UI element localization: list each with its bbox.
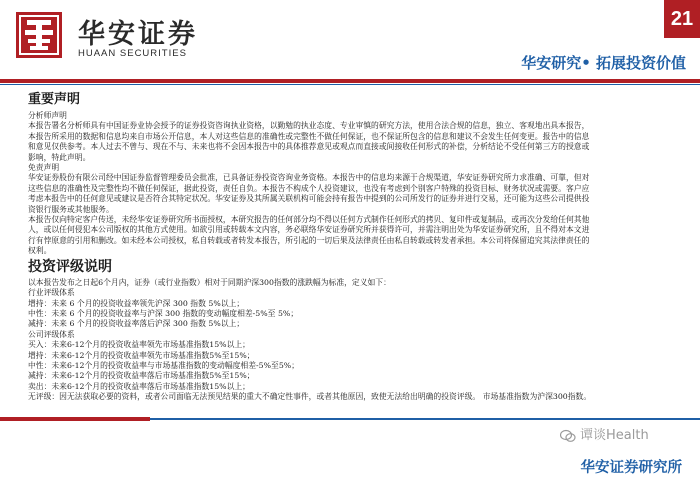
footer-divider-red (0, 417, 150, 421)
text-line: 这些信息的准确性及完整性均不做任何保证，据此投资，责任自负。本报告不构成个人投资建议，也没有考虑到个别客户特殊的投资目标、财务状况或需要。客户应 (28, 183, 590, 193)
text-line: 和意见仅供参考。本人过去不曾与、现在不与、未来也将不会因本报告中的具体推荐意见或观点而直接或间接收任何形式的补偿，分析结论不受任何第三方的授意或 (28, 142, 590, 152)
document-body (28, 92, 680, 403)
text-line: 考虑本报告中的任何意见或建议是否符合其特定状况。华安证券及其所属关联机构可能会持有报告中提到的公司所发行的证券并进行交易，还可能为这些公司提供投 (28, 194, 590, 204)
text-line: 中性：未来6-12个月的投资收益率与市场基准指数的变动幅度相差-5%至5%； (28, 360, 299, 370)
page-number: 21 (664, 0, 700, 38)
text-line: 本报告署名分析师具有中国证券业协会授予的证券投资咨询执业资格，以勤勉的执业态度、专业审慎的研究方法，使用合法合规的信息，独立、客观地出具本报告， (28, 121, 590, 131)
header-slogan: 华安研究• 拓展投资价值 (521, 54, 686, 72)
text-line: 买入：未来6-12个月的投资收益率领先市场基准指数15%以上； (28, 340, 250, 350)
text-line: 资银行服务或其他服务。 (28, 204, 114, 214)
text-line: 权利。 (28, 246, 52, 256)
section-title-disclaimer: 重要声明 (28, 92, 81, 107)
logo-english-name: HUAAN SECURITIES (78, 48, 187, 59)
text-line: 本报告所采用的数据和信息均来自市场公开信息，本人对这些信息的准确性或完整性不做任何保证，也不保证所包含的信息和建议不会发生任何变更。报告中的信息 (28, 131, 590, 141)
footer-brand: 华安证券研究所 (580, 460, 682, 476)
watermark (560, 424, 649, 443)
header-divider (0, 79, 700, 83)
text-line: 增持：未来6-12个月的投资收益率领先市场基准指数5%至15%； (28, 350, 255, 360)
text-line: 本报告仅向特定客户传送，未经华安证券研究所书面授权，本研究报告的任何部分均不得以任何方式制作任何形式的拷贝、复印件或复制品，或再次分发给任何其他 (28, 215, 590, 225)
text-line: 影响，特此声明。 (28, 152, 91, 162)
text-line: 增持：未来 6 个月的投资收益率领先沪深 300 指数 5%以上； (28, 298, 245, 308)
text-line: 无评级：因无法获取必要的资料，或者公司面临无法预见结果的重大不确定性事件，或者其他原因，致使无法给出明确的投资评级。 市场基准指数为沪深300指数。 (28, 392, 592, 402)
text-line: 华安证券股份有限公司经中国证券监督管理委员会批准，已具备证券投资咨询业务资格。本报告中的信息均来源于合规渠道，华安证券研究所力求准确、可靠，但对 (28, 173, 590, 183)
text-line: 减持：未来6-12个月的投资收益率落后市场基准指数5%至15%； (28, 371, 255, 381)
section-title-rating: 投资评级说明 (28, 258, 112, 275)
text-line: 分析师声明 (28, 111, 67, 120)
text-line: 中性：未来 6 个月的投资收益率与沪深 300 指数的变动幅度相差-5%至 5%； (28, 308, 299, 318)
wechat-icon (560, 429, 576, 443)
text-line: 以本报告发布之日起6个月内，证券（或行业指数）相对于同期沪深300指数的涨跌幅为标准，定义如下： (28, 277, 391, 287)
text-line: 公司评级体系 (28, 329, 75, 339)
text-line: 免责声明 (28, 163, 60, 173)
text-line: 减持：未来 6 个月的投资收益率落后沪深 300 指数 5%以上； (28, 319, 245, 329)
logo-chinese-name: 华安证券 (78, 19, 198, 50)
text-line: 行有悖原意的引用和删改。如未经本公司授权，私自转载或者转发本报告，所引起的一切后果及法律责任由私自转载或转发者承担。本公司将保留追究其法律责任的 (28, 235, 590, 245)
text-line: 卖出：未来6-12个月的投资收益率落后市场基准指数15%以上； (28, 381, 250, 391)
header-divider-blue (0, 84, 700, 85)
text-line: 行业评级体系 (28, 288, 75, 298)
watermark-text: 谭谈Health (580, 428, 649, 443)
company-logo (14, 10, 214, 68)
footer-divider (150, 418, 700, 420)
text-line: 人，或以任何侵犯本公司版权的其他方式使用。如欲引用或转载本文内容，务必联络华安证券研究所并获得许可，并需注明出处为华安证券研究所，且不得对本文进 (28, 225, 590, 235)
huaan-seal-icon (14, 10, 64, 60)
